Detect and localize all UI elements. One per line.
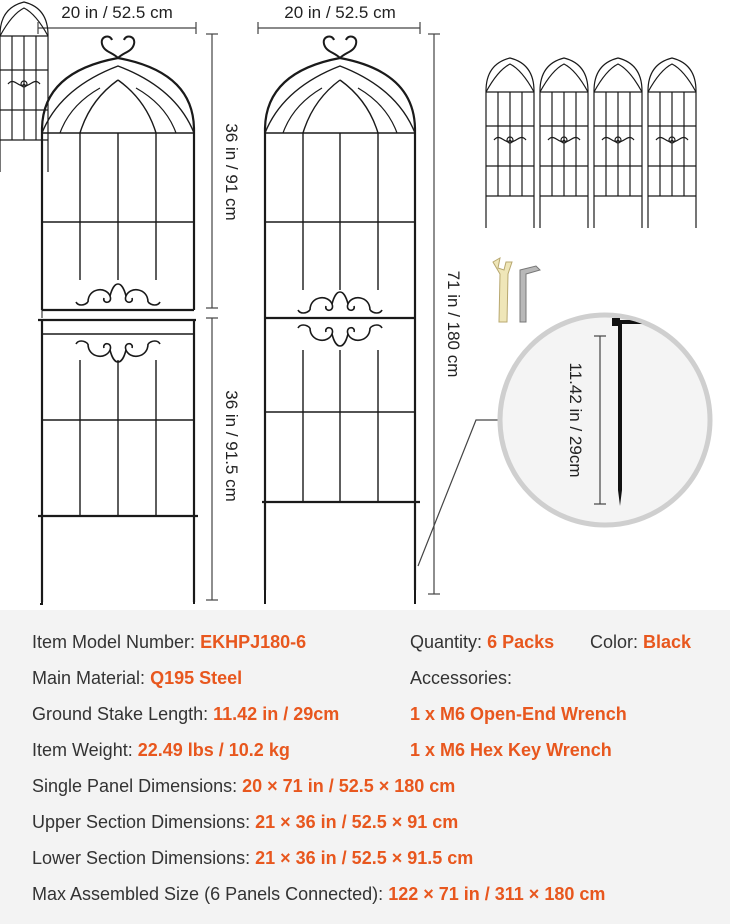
quantity-value: 6 Packs	[487, 632, 555, 652]
model-label: Item Model Number:	[32, 632, 196, 652]
max-size-label: Max Assembled Size (6 Panels Connected):	[32, 884, 384, 904]
accessories-row	[410, 668, 512, 689]
stake-value: 11.42 in / 29cm	[213, 704, 340, 724]
material-row	[32, 668, 242, 689]
left-width-label: 20 in / 52.5 cm	[61, 3, 173, 22]
spec-panel	[0, 610, 730, 924]
total-height-label: 71 in / 180 cm	[444, 270, 463, 378]
open-end-wrench-icon	[493, 258, 512, 322]
model-row	[32, 632, 306, 653]
single-panel-value: 20 × 71 in / 52.5 × 180 cm	[242, 776, 456, 796]
upper-section-value: 21 × 36 in / 52.5 × 91 cm	[255, 812, 459, 832]
weight-row	[32, 740, 290, 761]
accessory-item	[410, 704, 627, 725]
left-panel	[38, 37, 198, 604]
accessories-label: Accessories:	[410, 668, 513, 688]
upper-section-row	[32, 812, 458, 833]
weight-label: Item Weight:	[32, 740, 133, 760]
right-width-label: 20 in / 52.5 cm	[284, 3, 396, 22]
lower-section-row	[32, 848, 473, 869]
lower-section-value: 21 × 36 in / 52.5 × 91.5 cm	[255, 848, 474, 868]
single-panel-label: Single Panel Dimensions:	[32, 776, 238, 796]
color-value: Black	[643, 632, 692, 652]
lower-height-label: 36 in / 91.5 cm	[222, 390, 241, 502]
connected-panels-image	[0, 2, 696, 228]
upper-section-label: Upper Section Dimensions:	[32, 812, 251, 832]
material-value: Q195 Steel	[150, 668, 243, 688]
max-size-row	[32, 884, 605, 905]
accessory-wrench: 1 x M6 Open-End Wrench	[410, 704, 627, 724]
weight-value: 22.49 lbs / 10.2 kg	[137, 740, 290, 760]
color-label: Color:	[590, 632, 639, 652]
single-panel-row	[32, 776, 455, 797]
hex-key-wrench-icon	[520, 266, 540, 322]
upper-height-label: 36 in / 91 cm	[222, 123, 241, 221]
accessory-item	[410, 740, 612, 761]
material-label: Main Material:	[32, 668, 146, 688]
accessory-hex-key: 1 x M6 Hex Key Wrench	[410, 740, 612, 760]
max-size-value: 122 × 71 in / 311 × 180 cm	[388, 884, 606, 904]
quantity-label: Quantity:	[410, 632, 483, 652]
quantity-row	[410, 632, 554, 653]
lower-section-label: Lower Section Dimensions:	[32, 848, 251, 868]
stake-magnifier	[500, 315, 710, 525]
stake-length-label: 11.42 in / 29cm	[566, 362, 585, 478]
right-panel	[262, 37, 420, 604]
color-row	[590, 632, 691, 653]
stake-row	[32, 704, 339, 725]
stake-label: Ground Stake Length:	[32, 704, 209, 724]
model-value: EKHPJ180-6	[200, 632, 307, 652]
